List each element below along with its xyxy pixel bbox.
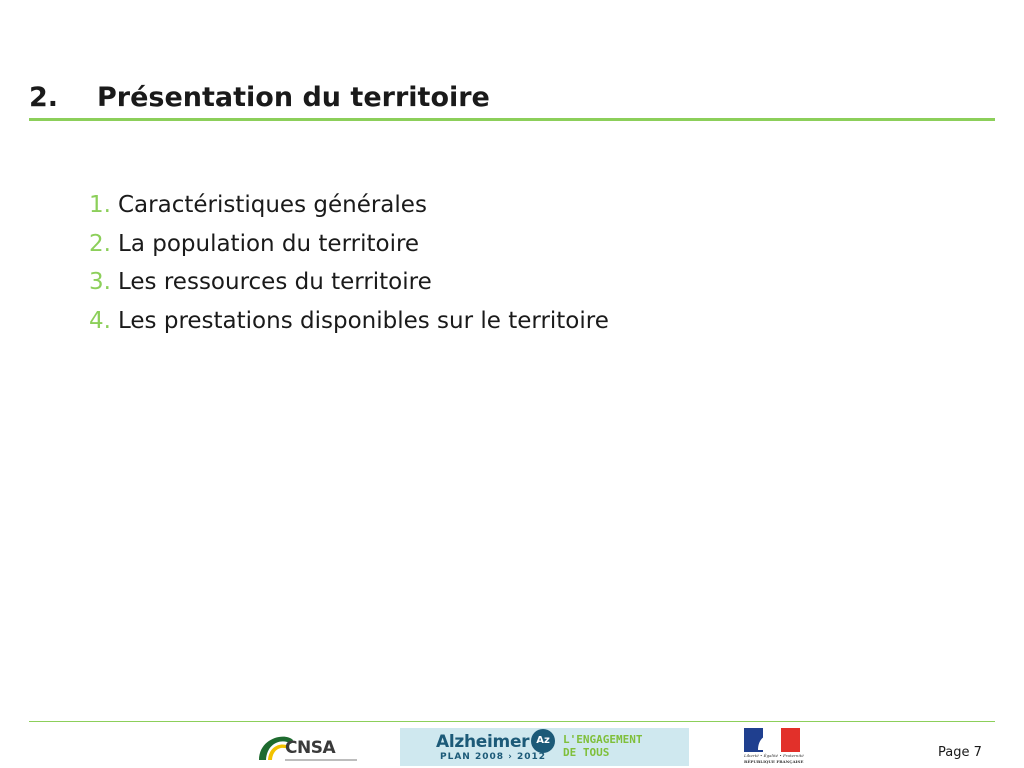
republique-name: RÉPUBLIQUE FRANÇAISE [744,759,804,764]
cnsa-logo [255,728,360,766]
list-item-number: 3. [89,269,111,295]
republique-francaise-logo [744,728,802,766]
alzheimer-logo-engagement: L'ENGAGEMENT DE TOUS [563,733,643,759]
list-item-number: 2. [89,230,111,257]
alzheimer-logo-word: Alzheimer [436,732,530,752]
list-item [89,265,609,304]
republique-motto: Liberté • Égalité • Fraternité [744,753,804,758]
slide-title-text: Présentation du territoire [97,82,490,113]
list-item-number: 4. [89,307,111,334]
marianne-flag-icon [744,728,800,752]
alzheimer-logo-plan: PLAN 2008 › 2012 [440,752,547,762]
cnsa-logo-text: CNSA [285,738,336,758]
alzheimer-plan-logo [400,728,689,766]
content-list [89,188,609,342]
slide-title [29,82,490,113]
list-item-label: Caractéristiques générales [118,192,427,218]
slide-title-number: 2. [29,82,59,113]
list-item [89,227,609,266]
cnsa-tagline [285,759,357,761]
list-item-label: Les ressources du territoire [118,269,432,295]
list-item-label: La population du territoire [118,230,420,257]
page-number: Page 7 [938,745,982,760]
alzheimer-az-icon: Az [531,729,555,753]
title-underline [29,118,995,121]
list-item-label: Les prestations disponibles sur le territoire [118,307,609,334]
list-item-number: 1. [89,192,111,218]
list-item [89,304,609,343]
list-item [89,188,609,227]
footer-divider [29,721,995,722]
